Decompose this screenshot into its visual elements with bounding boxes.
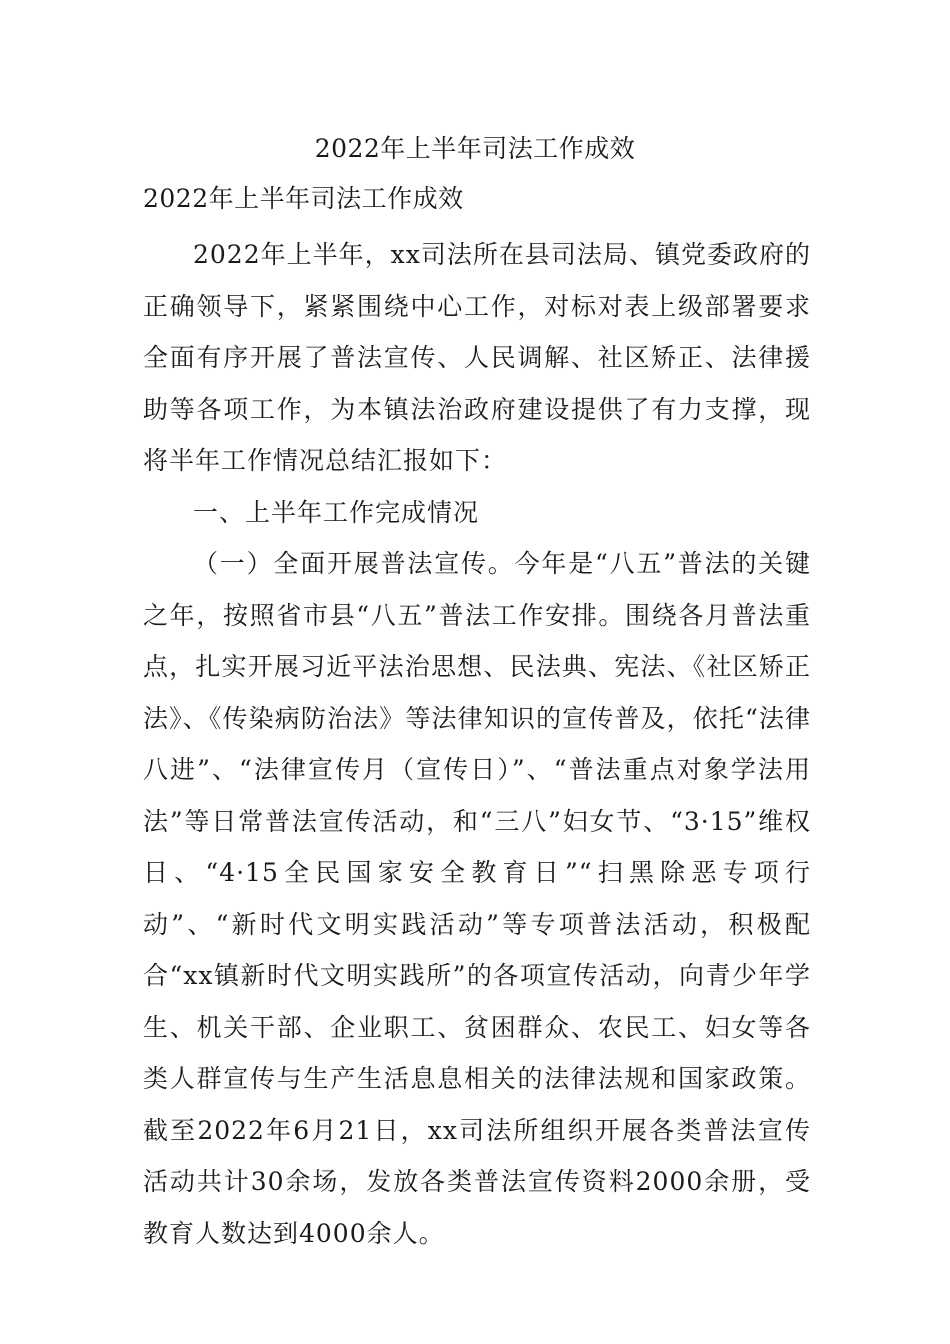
intro-paragraph: 2022年上半年，xx司法所在县司法局、镇党委政府的正确领导下，紧紧围绕中心工作，对标对表上级部署要求全面有序开展了普法宣传、人民调解、社区矫正、法律援助等各项工作，为本镇法治政府建设提供了有力支撑，现将半年工作情况总结汇报如下： — [143, 240, 811, 475]
document-title: 2022年上半年司法工作成效 — [314, 134, 636, 163]
section-heading: 一、上半年工作完成情况 — [193, 497, 480, 527]
document-subtitle: 2022年上半年司法工作成效 — [143, 184, 464, 213]
document-body — [143, 229, 811, 1259]
section-paragraph: （一）全面开展普法宣传。今年是“八五”普法的关键之年，按照省市县“八五”普法工作安排。围绕各月普法重点，扎实开展习近平法治思想、民法典、宪法、《社区矫正法》、《传染病防治法》等法律知识的宣传普及，依托“法律八进”、“法律宣传月（宣传日）”、“普法重点对象学法用法”等日常普法宣传活动，和“三八”妇女节、“3·15”维权日、“4·15全民国家安全教育日”“扫黑除恶专项行动”、“新时代文明实践活动”等专项普法活动，积极配合“xx镇新时代文明实践所”的各项宣传活动，向青少年学生、机关干部、企业职工、贫困群众、农民工、妇女等各类人群宣传与生产生活息息相关的法律法规和国家政策。截至2022年6月21日，xx司法所组织开展各类普法宣传活动共计30余场，发放各类普法宣传资料2000余册，受教育人数达到4000余人。 — [143, 549, 811, 1248]
